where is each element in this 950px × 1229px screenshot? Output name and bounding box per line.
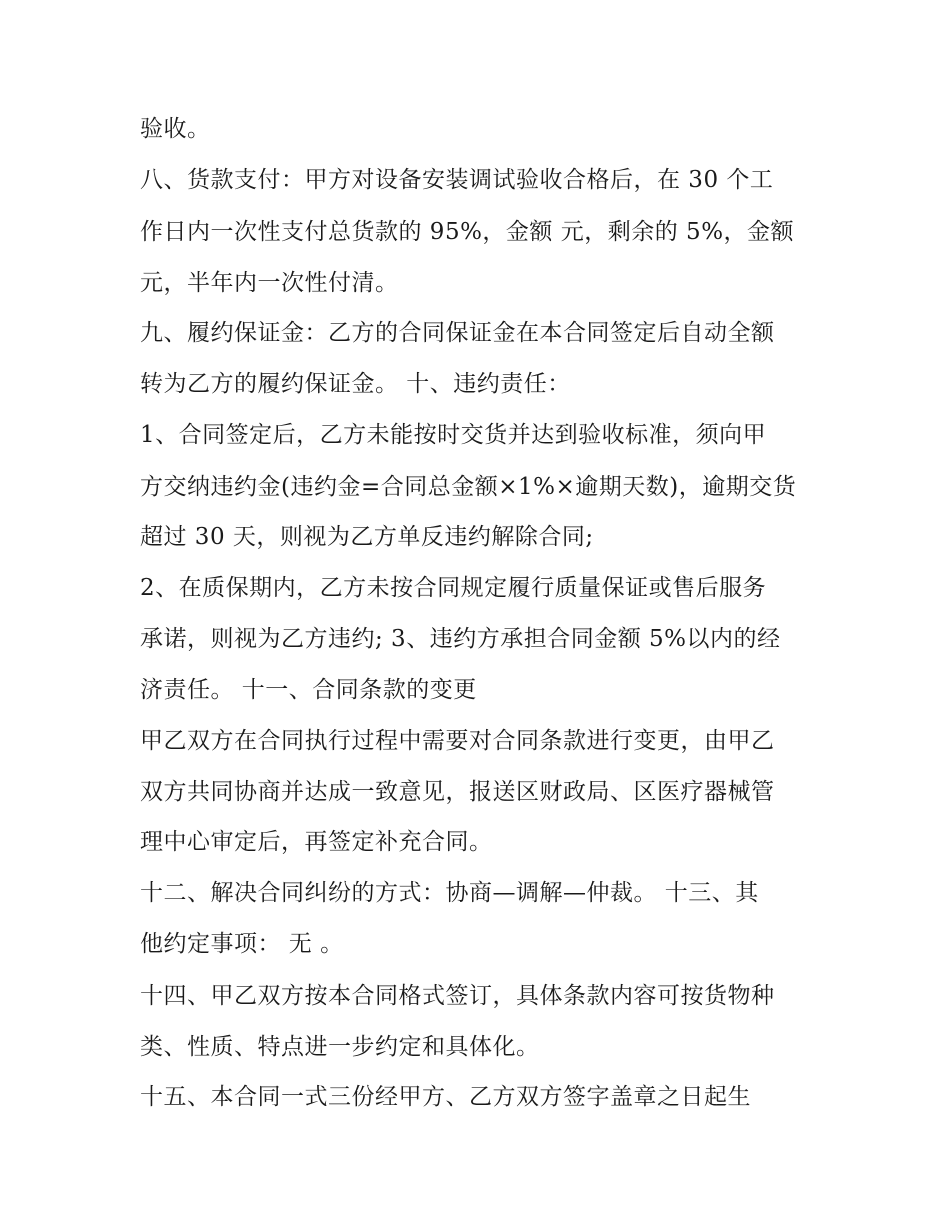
text-line: 十二、解决合同纠纷的方式：协商—调解—仲裁。 十三、其	[140, 880, 759, 906]
text-line: 甲乙双方在合同执行过程中需要对合同条款进行变更，由甲乙	[140, 728, 775, 754]
text-line: 转为乙方的履约保证金。 十、违约责任：	[140, 371, 571, 397]
text-line: 承诺，则视为乙方违约; 3、违约方承担合同金额 5%以内的经	[140, 626, 781, 652]
text-line: 超过 30 天，则视为乙方单反违约解除合同;	[140, 524, 594, 550]
text-line: 十五、本合同一式三份经甲方、乙方双方签字盖章之日起生	[140, 1084, 751, 1110]
text-line: 验收。	[140, 116, 211, 142]
text-line: 元，半年内一次性付清。	[140, 270, 399, 296]
text-line: 2、在质保期内，乙方未按合同规定履行质量保证或售后服务	[140, 575, 767, 601]
text-line: 方交纳违约金(违约金=合同总金额×1%×逾期天数)，逾期交货	[140, 474, 797, 500]
text-line: 他约定事项： 无 。	[140, 931, 344, 957]
text-line: 八、货款支付：甲方对设备安装调试验收合格后，在 30 个工	[140, 167, 774, 193]
text-line: 1、合同签定后，乙方未能按时交货并达到验收标准，须向甲	[140, 422, 767, 448]
text-line: 九、履约保证金：乙方的合同保证金在本合同签定后自动全额	[140, 320, 775, 346]
text-line: 济责任。 十一、合同条款的变更	[140, 677, 477, 703]
text-line: 理中心审定后，再签定补充合同。	[140, 829, 493, 855]
text-line: 类、性质、特点进一步约定和具体化。	[140, 1034, 540, 1060]
text-line: 十四、甲乙双方按本合同格式签订，具体条款内容可按货物种	[140, 983, 775, 1009]
text-line: 双方共同协商并达成一致意见，报送区财政局、区医疗器械管	[140, 779, 775, 805]
text-line: 作日内一次性支付总货款的 95%，金额 元，剩余的 5%，金额	[140, 219, 795, 245]
